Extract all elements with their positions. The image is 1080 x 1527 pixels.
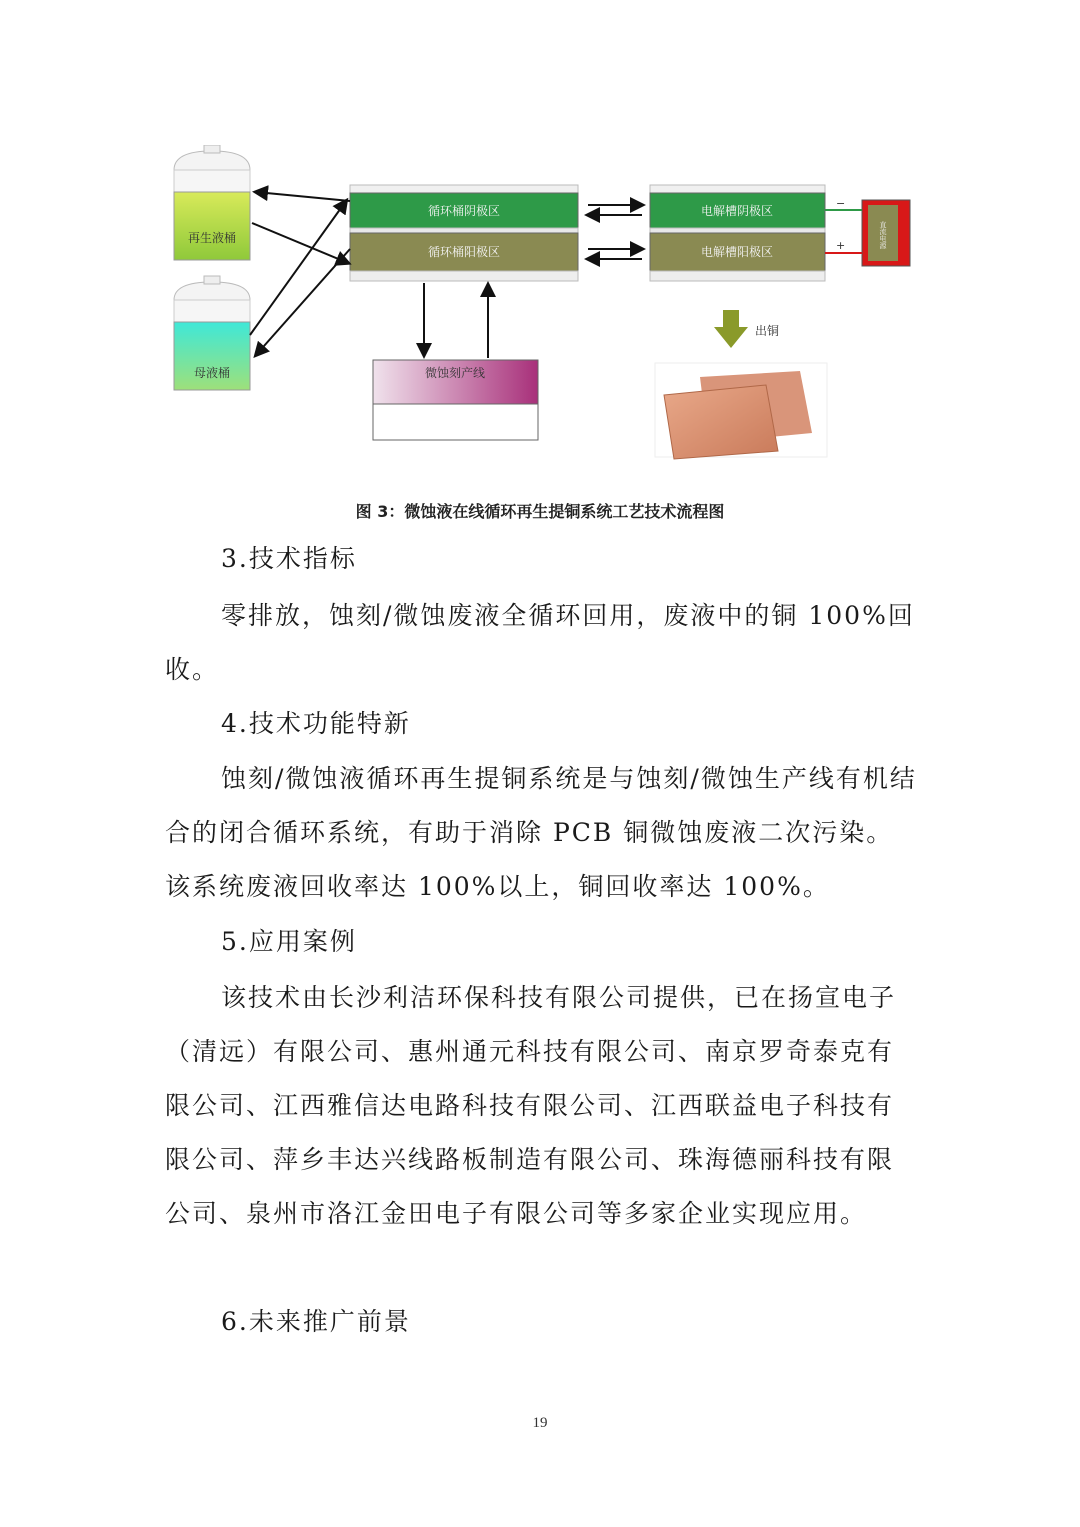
section-body-3-text: 零排放，蚀刻/微蚀废液全循环回用，废液中的铜 100%回收。 [165, 601, 915, 684]
section-body-5-text: 该技术由长沙利洁环保科技有限公司提供，已在扬宣电子（清远）有限公司、惠州通元科技有限公司、南京罗奇泰克有限公司、江西雅信达电路科技有限公司、江西联益电子科技有限公司、萍乡丰达兴线路板制造有限公司、珠海德丽科技有限公司、泉州市洛江金田电子有限公司等多家企业实现应用。 [165, 983, 897, 1228]
etch-production-line [373, 360, 538, 440]
elec-cathode-label: 电解槽阴极区 [700, 204, 774, 218]
page-number: 19 [532, 1415, 548, 1431]
power-supply-label: 直流电源 [879, 221, 887, 249]
regen-tank [174, 145, 250, 260]
electrolysis-tank [650, 185, 825, 281]
elec-anode-label: 电解槽阳极区 [700, 245, 774, 259]
section-heading-3: 3.技术指标 [221, 544, 357, 573]
output-copper-label: 出铜 [755, 324, 780, 338]
mother-tank [174, 276, 250, 390]
regen-tank-label: 再生液桶 [187, 231, 237, 245]
section-body-4-text: 蚀刻/微蚀液循环再生提铜系统是与蚀刻/微蚀生产线有机结合的闭合循环系统，有助于消除 PCB 铜微蚀废液二次污染。该系统废液回收率达 100%以上，铜回收率达 100%。 [165, 764, 917, 901]
process-flow-diagram [160, 145, 930, 485]
section-heading-4: 4.技术功能特新 [221, 709, 411, 738]
etch-line-label: 微蚀刻产线 [424, 366, 486, 380]
mother-tank-label: 母液桶 [193, 366, 231, 380]
figure-caption: 图 3：微蚀液在线循环再生提铜系统工艺技术流程图 [355, 502, 725, 521]
section-heading-5: 5.应用案例 [221, 927, 357, 956]
circ-cathode-label: 循环桶阴极区 [427, 204, 501, 218]
section-heading-6: 6.未来推广前景 [221, 1307, 411, 1336]
section-body-4 [165, 752, 917, 914]
power-minus-label: − [836, 197, 846, 210]
power-plus-label: + [836, 239, 846, 252]
copper-output-arrow [714, 310, 779, 348]
dc-power-supply [825, 197, 910, 266]
circulation-tank [350, 185, 578, 281]
circ-anode-label: 循环桶阳极区 [427, 245, 501, 259]
section-body-3 [165, 589, 917, 697]
copper-plates-image [655, 363, 827, 459]
section-body-5 [165, 971, 917, 1241]
